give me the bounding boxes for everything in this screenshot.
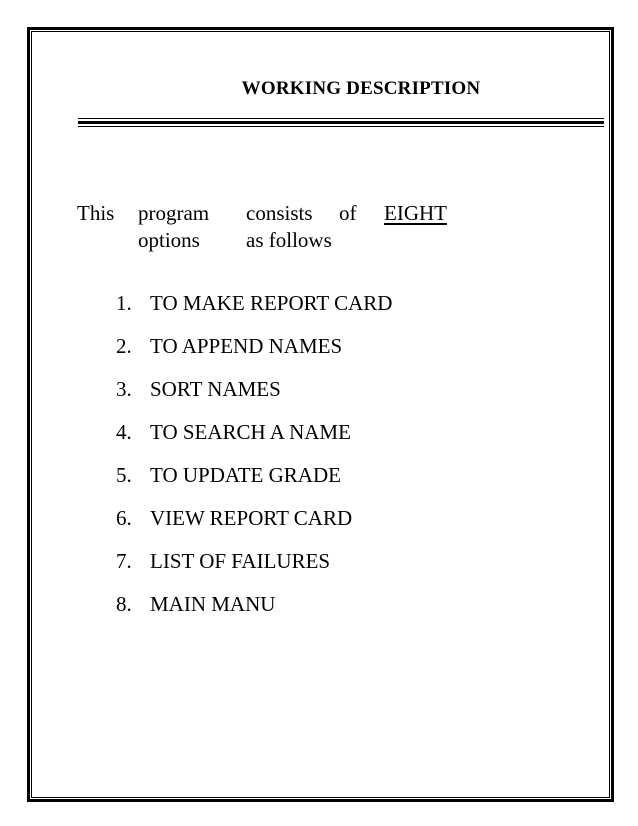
intro-word: of	[339, 201, 357, 225]
list-number: 4.	[116, 420, 132, 444]
list-item	[116, 591, 392, 634]
title-rule-top	[78, 118, 604, 119]
list-item	[116, 548, 392, 591]
list-label: TO MAKE REPORT CARD	[150, 291, 393, 315]
list-label: SORT NAMES	[150, 377, 281, 401]
title-rule-middle	[78, 121, 604, 124]
list-number: 8.	[116, 592, 132, 616]
list-number: 1.	[116, 291, 132, 315]
intro-word: consists	[246, 201, 313, 225]
intro-word: program	[138, 201, 210, 225]
page-title: WORKING DESCRIPTION	[241, 78, 481, 99]
list-item	[116, 505, 392, 548]
list-label: MAIN MANU	[150, 592, 276, 616]
list-label: TO APPEND NAMES	[150, 334, 343, 358]
list-number: 6.	[116, 506, 132, 530]
intro-word: This	[77, 201, 115, 225]
list-number: 3.	[116, 377, 132, 401]
list-item	[116, 419, 392, 462]
list-label: VIEW REPORT CARD	[150, 506, 353, 530]
option-count-emphasis: EIGHT	[384, 201, 447, 225]
list-number: 5.	[116, 463, 132, 487]
list-number: 2.	[116, 334, 132, 358]
list-label: LIST OF FAILURES	[150, 549, 331, 573]
options-list	[116, 290, 392, 634]
list-item	[116, 462, 392, 505]
list-item	[116, 333, 392, 376]
list-item	[116, 376, 392, 419]
list-label: TO UPDATE GRADE	[150, 463, 341, 487]
list-label: TO SEARCH A NAME	[150, 420, 351, 444]
title-rule-bottom	[78, 126, 604, 127]
list-item	[116, 290, 392, 333]
list-number: 7.	[116, 549, 132, 573]
intro-word: options	[138, 228, 200, 252]
intro-word: as follows	[246, 228, 332, 252]
